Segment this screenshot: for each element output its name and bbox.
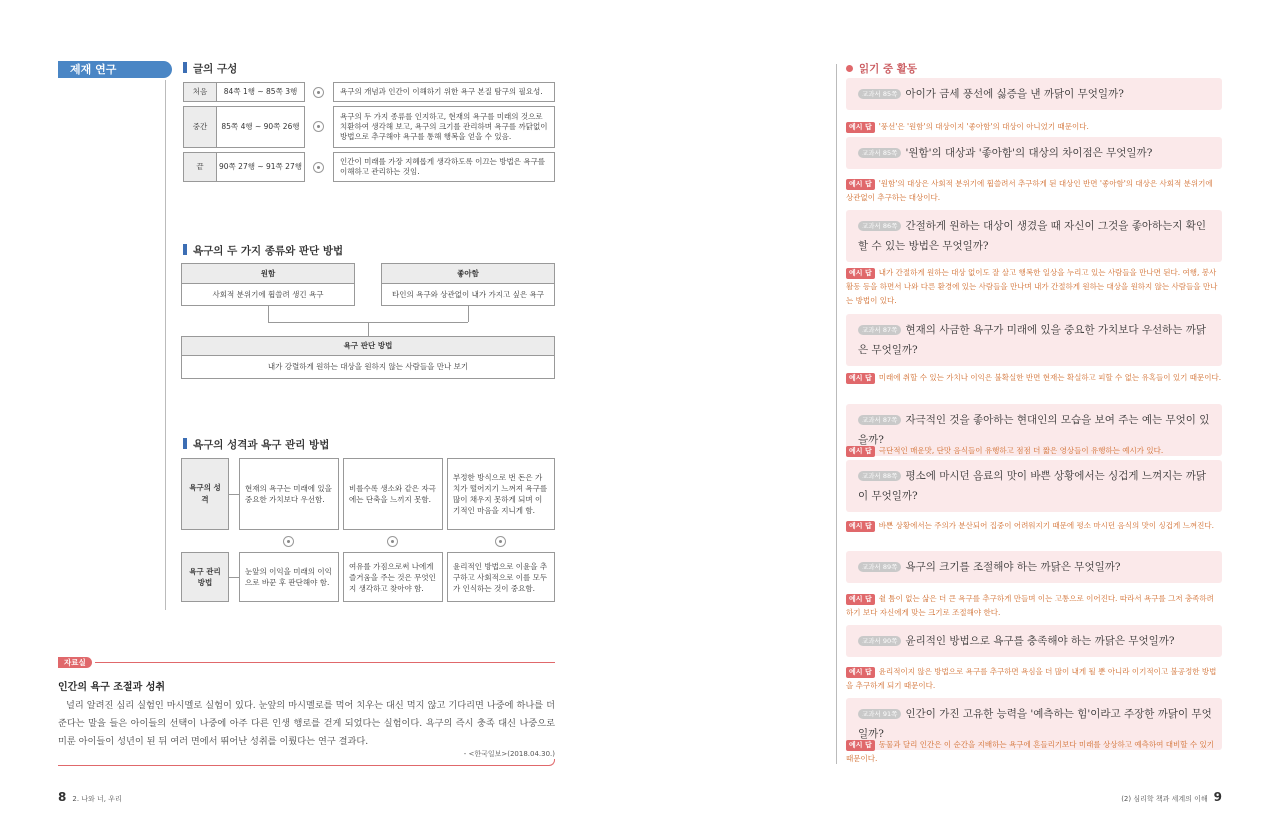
connector bbox=[229, 494, 239, 495]
nature-cell: 현재의 욕구는 미래에 있을 중요한 가치보다 우선함. bbox=[239, 458, 339, 530]
answer-badge: 예시 답 bbox=[846, 667, 875, 678]
answer-text: 윤리적이지 않은 방법으로 욕구를 추구하면 욕심을 더 많이 내게 될 뿐 아니라 이기적이고 불공정한 방법을 추구하게 되기 때문이다. bbox=[846, 667, 1217, 690]
connector bbox=[268, 306, 269, 322]
question-box bbox=[846, 78, 1222, 110]
answer-text-block bbox=[846, 444, 1222, 458]
answer-text-block bbox=[846, 371, 1222, 385]
answer-badge: 예시 답 bbox=[846, 521, 875, 532]
arrow-icon bbox=[313, 121, 324, 132]
resource-source: - <한국일보>(2018.04.30.) bbox=[463, 750, 555, 758]
resource-box bbox=[58, 657, 555, 766]
answer-text: 쉴 틈이 없는 삶은 더 큰 욕구를 추구하게 만들며 이는 고통으로 이어진다. 따라서 욕구를 그저 충족하려 하기 보다 자신에게 맞는 크기로 조절해야 한다. bbox=[846, 594, 1214, 617]
question-box bbox=[846, 625, 1222, 657]
answer-text-block bbox=[846, 665, 1222, 693]
textbook-page-tag: 교과서 90쪽 bbox=[858, 636, 901, 646]
structure-desc: 욕구의 두 가지 종류를 인지하고, 현재의 욕구를 미래의 것으로 치환하여 생각해 보고, 욕구의 크기를 관리하며 욕구를 까닭없이 방법으로 추구해야 욕구를 통해 행복을 얻을 수 있음. bbox=[333, 106, 555, 148]
question-text: '원함'의 대상과 '좋아함'의 대상의 차이점은 무엇일까? bbox=[905, 147, 1153, 159]
resource-rule-bottom bbox=[58, 759, 555, 766]
answer-text-block bbox=[846, 120, 1222, 134]
structure-range: 85쪽 4행 ~ 90쪽 26행 bbox=[217, 106, 305, 148]
like-body: 타인의 욕구와 상관없이 내가 가지고 싶은 욕구 bbox=[381, 284, 555, 306]
question-box bbox=[846, 460, 1222, 512]
answer-text: 동물과 달리 인간은 이 순간을 지배하는 욕구에 흔들리기보다 미래를 상상하고 예측하여 대비할 수 있기 때문이다. bbox=[846, 740, 1215, 763]
question-text: 아이가 금세 풍선에 싫증을 낸 까닭이 무엇일까? bbox=[905, 88, 1124, 100]
textbook-page-tag: 교과서 91쪽 bbox=[858, 709, 901, 719]
structure-title: 글의 구성 bbox=[183, 61, 237, 76]
question-box bbox=[846, 314, 1222, 366]
resource-label: 자료실 bbox=[58, 657, 92, 668]
answer-badge: 예시 답 bbox=[846, 179, 875, 190]
structure-table bbox=[183, 82, 555, 186]
answer-text: '풍선'은 '원함'의 대상이지 '좋아함'의 대상이 아니었기 때문이다. bbox=[878, 122, 1089, 131]
answer-text: 내가 간절하게 원하는 대상 없이도 잘 살고 행복한 일상을 누리고 있는 사람들을 만나면 된다. 여행, 봉사 활동 등을 하면서 나와 다른 환경에 있는 사람들을 만나며 내가 간절하게 원하는 대상을 원하지 않는 사람들을 만나는 방법이 있다. bbox=[846, 268, 1218, 305]
question-box bbox=[846, 210, 1222, 262]
structure-range: 84쪽 1행 ~ 85쪽 3행 bbox=[217, 82, 305, 102]
answer-text-block bbox=[846, 738, 1222, 766]
nature-table bbox=[181, 458, 555, 618]
nature-cell: 비를수록 생소와 같은 자극에는 단축을 느끼지 못함. bbox=[343, 458, 443, 530]
structure-part: 끝 bbox=[183, 152, 217, 182]
structure-part: 중간 bbox=[183, 106, 217, 148]
structure-desc: 욕구의 개념과 인간이 이해하기 위한 욕구 본질 탐구의 필요성. bbox=[333, 82, 555, 102]
arrow-icon bbox=[283, 536, 294, 547]
answer-badge: 예시 답 bbox=[846, 740, 875, 751]
answer-text: 극단적인 매운맛, 단맛 음식들이 유행하고 점점 더 짧은 영상들이 유행하는 예시가 있다. bbox=[878, 446, 1164, 455]
answer-text-block bbox=[846, 592, 1222, 620]
answer-text: 바쁜 상황에서는 주의가 분산되어 집중이 어려워지기 때문에 평소 마시던 음식의 맛이 싱겁게 느껴진다. bbox=[878, 521, 1215, 530]
textbook-page-tag: 교과서 85쪽 bbox=[858, 89, 901, 99]
answer-badge: 예시 답 bbox=[846, 594, 875, 605]
answer-badge: 예시 답 bbox=[846, 122, 875, 133]
footer-text: (2) 심리학 책과 세계의 이해 bbox=[1121, 795, 1208, 803]
question-box bbox=[846, 137, 1222, 169]
resource-header bbox=[58, 657, 555, 668]
types-title: 욕구의 두 가지 종류와 판단 방법 bbox=[183, 243, 343, 258]
answer-badge: 예시 답 bbox=[846, 373, 875, 384]
like-head: 좋아함 bbox=[381, 263, 555, 284]
resource-body: 널리 알려진 심리 실험인 마시멜로 실험이 있다. 눈앞의 마시멜로를 먹어 치우는 대신 먹지 않고 기다리면 나중에 하나를 더 준다는 말을 들은 아이들의 선택이 나중에 아주 다른 인생 행로를 걷게 되었다는 실험이다. 욕구의 즉시 충족 대신 나중으로 미룬 아이들이 성년이 된 뒤 여러 면에서 뛰어난 성취를 이뤘다는 연구 결과다. bbox=[58, 700, 555, 747]
nature-title: 욕구의 성격과 욕구 관리 방법 bbox=[183, 437, 329, 452]
arrow-icon bbox=[313, 87, 324, 98]
left-footer bbox=[58, 790, 122, 804]
textbook-page-tag: 교과서 87쪽 bbox=[858, 415, 901, 425]
answer-text-block bbox=[846, 177, 1222, 205]
question-text: 욕구의 크기를 조절해야 하는 까닭은 무엇일까? bbox=[905, 561, 1121, 573]
manage-cell: 눈앞의 이익을 미래의 이익으로 바꾼 후 판단해야 함. bbox=[239, 552, 339, 602]
question-box bbox=[846, 551, 1222, 583]
answer-text: 미래에 취할 수 있는 가치나 이익은 불확실한 반면 현재는 확실하고 피할 수 없는 유혹들이 있기 때문이다. bbox=[878, 373, 1222, 382]
question-text: 윤리적인 방법으로 욕구를 충족해야 하는 까닭은 무엇일까? bbox=[905, 635, 1175, 647]
arrow-icon bbox=[313, 162, 324, 173]
question-text: 현재의 사금한 욕구가 미래에 있을 중요한 가치보다 우선하는 까닭은 무엇일까? bbox=[858, 324, 1207, 356]
right-footer bbox=[1121, 790, 1222, 804]
divider bbox=[836, 64, 837, 764]
resource-rule bbox=[95, 662, 555, 663]
want-body: 사회적 분위기에 휩쓸려 생긴 욕구 bbox=[181, 284, 355, 306]
structure-range: 90쪽 27행 ~ 91쪽 27행 bbox=[217, 152, 305, 182]
structure-part: 처음 bbox=[183, 82, 217, 102]
textbook-page-tag: 교과서 89쪽 bbox=[858, 562, 901, 572]
connector bbox=[229, 577, 239, 578]
question-text: 자극적인 것을 좋아하는 현대인의 모습을 보여 주는 예는 무엇이 있을까? bbox=[858, 414, 1210, 446]
answer-text-block bbox=[846, 266, 1222, 308]
page-number: 9 bbox=[1213, 790, 1222, 804]
manage-label: 욕구 관리 방법 bbox=[181, 552, 229, 602]
footer-text: 2. 나와 너, 우리 bbox=[72, 795, 122, 803]
judge-body: 내가 강렬하게 원하는 대상을 원하지 않는 사람들을 만나 보기 bbox=[181, 356, 555, 379]
types-diagram bbox=[181, 263, 555, 379]
section-tab: 제재 연구 bbox=[58, 61, 172, 78]
textbook-page-tag: 교과서 86쪽 bbox=[858, 221, 901, 231]
answer-text-block bbox=[846, 519, 1222, 533]
want-head: 원함 bbox=[181, 263, 355, 284]
textbook-page-tag: 교과서 88쪽 bbox=[858, 471, 901, 481]
reading-title: 읽기 중 활동 bbox=[846, 61, 917, 76]
nature-label: 욕구의 성격 bbox=[181, 458, 229, 530]
structure-desc: 인간이 미래를 가장 지혜롭게 생각하도록 이끄는 방법은 욕구를 이해하고 관리하는 것임. bbox=[333, 152, 555, 182]
resource-title: 인간의 욕구 조절과 성취 bbox=[58, 682, 166, 693]
divider bbox=[165, 80, 166, 610]
answer-text: '원함'의 대상은 사회적 분위기에 휩쓸려서 추구하게 된 대상인 반면 '좋아함'의 대상은 사회적 분위기에 상관없이 추구하는 대상이다. bbox=[846, 179, 1213, 202]
answer-badge: 예시 답 bbox=[846, 446, 875, 457]
connector bbox=[368, 322, 369, 336]
textbook-page-tag: 교과서 87쪽 bbox=[858, 325, 901, 335]
answer-badge: 예시 답 bbox=[846, 268, 875, 279]
textbook-page-tag: 교과서 85쪽 bbox=[858, 148, 901, 158]
manage-cell: 윤리적인 방법으로 이윤을 추구하고 사회적으로 이를 모두가 인식하는 것이 중요함. bbox=[447, 552, 555, 602]
question-text: 평소에 마시던 음료의 맛이 바쁜 상황에서는 싱겁게 느껴지는 까닭이 무엇일까? bbox=[858, 470, 1207, 502]
question-text: 간절하게 원하는 대상이 생겼을 때 자신이 그것을 좋아하는지 확인할 수 있는 방법은 무엇일까? bbox=[858, 220, 1207, 252]
connector bbox=[468, 306, 469, 322]
page-number: 8 bbox=[58, 790, 67, 804]
question-text: 인간이 가진 고유한 능력을 '예측하는 힘'이라고 주장한 까닭이 무엇일까? bbox=[858, 708, 1212, 740]
judge-head: 욕구 판단 방법 bbox=[181, 336, 555, 356]
nature-cell: 부정한 방식으로 번 돈은 가치가 떨어지기 느껴져 욕구를 많이 채우지 못하게 되며 이기적인 마음을 지니게 함. bbox=[447, 458, 555, 530]
manage-cell: 여유를 가짐으로써 나에게 즐거움을 주는 것은 무엇인지 생각하고 찾아야 함. bbox=[343, 552, 443, 602]
arrow-icon bbox=[495, 536, 506, 547]
arrow-icon bbox=[387, 536, 398, 547]
